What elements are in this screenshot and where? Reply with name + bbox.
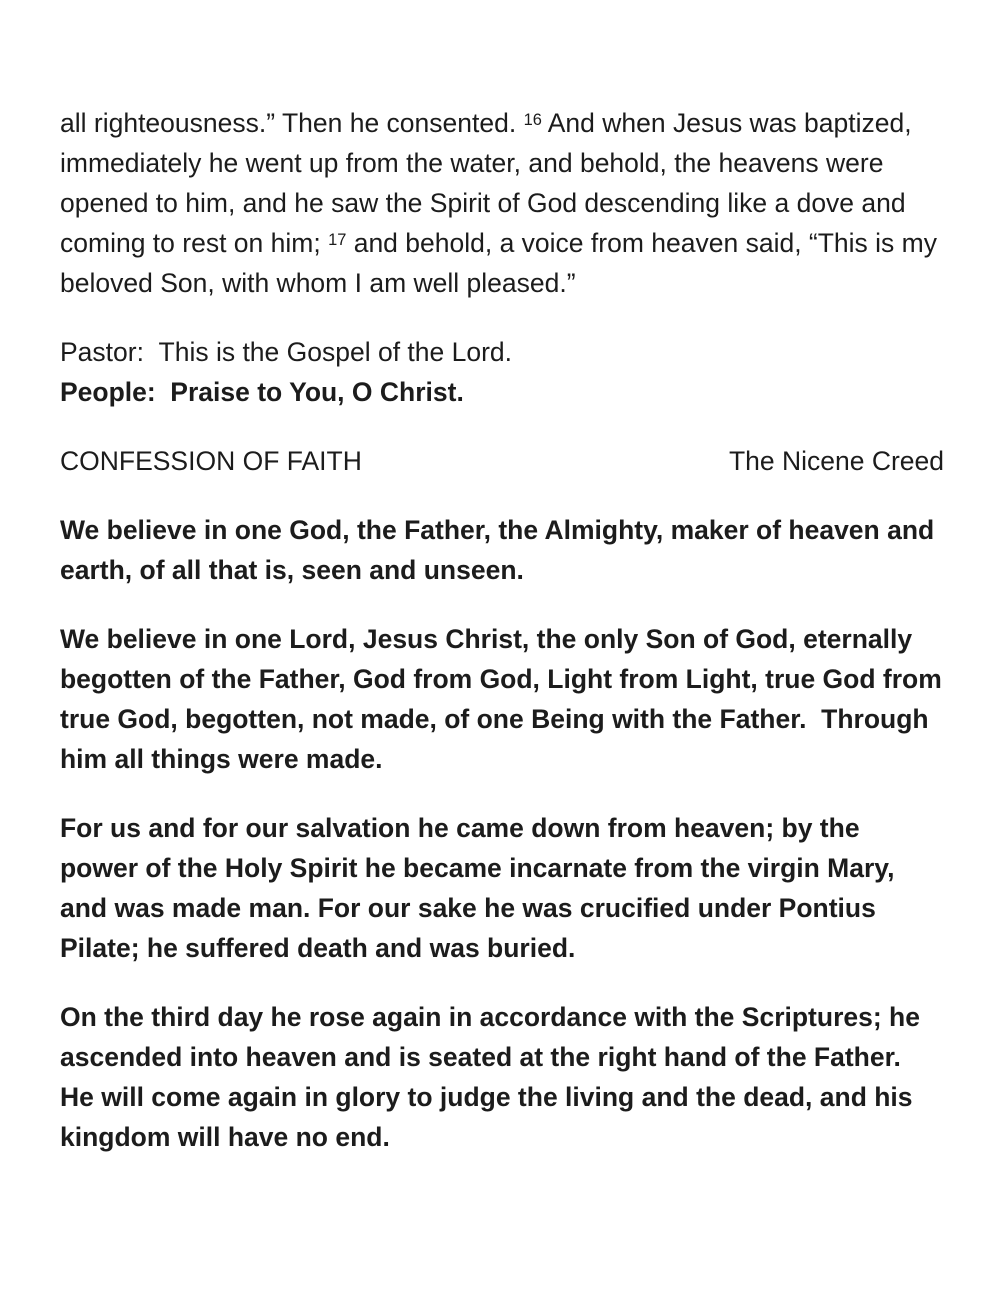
- verse-number-17: 17: [328, 230, 347, 249]
- gospel-text-segment: and behold, a voice from heaven said, “This is my beloved Son, with whom I am well pleased.”: [60, 228, 945, 298]
- creed-paragraph-4: On the third day he rose again in accordance with the Scriptures; he ascended into heaven and is seated at the right hand of the Father. He will come again in glory to judge the living and the dead, and his kingdom will have no end.: [60, 1002, 928, 1152]
- gospel-text-segment: And when Jesus was baptized, immediately he went up from the water, and behold, the heavens were opened to him, and he saw the Spirit of God descending like a dove and coming to rest on him;: [60, 108, 919, 258]
- creed-paragraph-1: We believe in one God, the Father, the Almighty, maker of heaven and earth, of all that is, seen and unseen.: [60, 515, 942, 585]
- people-label: People:: [60, 377, 156, 407]
- pastor-label: Pastor:: [60, 337, 144, 367]
- pastor-text: This is the Gospel of the Lord.: [158, 337, 513, 367]
- gospel-text-segment: all righteousness.” Then he consented.: [60, 108, 524, 138]
- people-line: [60, 372, 944, 412]
- section-heading-title: CONFESSION OF FAITH: [60, 446, 362, 476]
- creed-paragraph-2: We believe in one Lord, Jesus Christ, the only Son of God, eternally begotten of the Father, God from God, Light from Light, true God from true God, begotten, not made, of one Being with the Father. Through him all things were made.: [60, 624, 950, 774]
- gospel-reading-paragraph: [60, 103, 944, 303]
- verse-number-16: 16: [523, 110, 542, 129]
- creed-paragraph-3: For us and for our salvation he came down from heaven; by the power of the Holy Spirit he became incarnate from the virgin Mary, and was made man. For our sake he was crucified under Pontius Pilate; he suffered death and was buried.: [60, 813, 902, 963]
- responsory-block: [60, 332, 944, 412]
- pastor-line: [60, 332, 944, 372]
- section-heading-subtitle: The Nicene Creed: [728, 446, 944, 476]
- section-heading: [60, 441, 944, 481]
- people-text: Praise to You, O Christ.: [170, 377, 464, 407]
